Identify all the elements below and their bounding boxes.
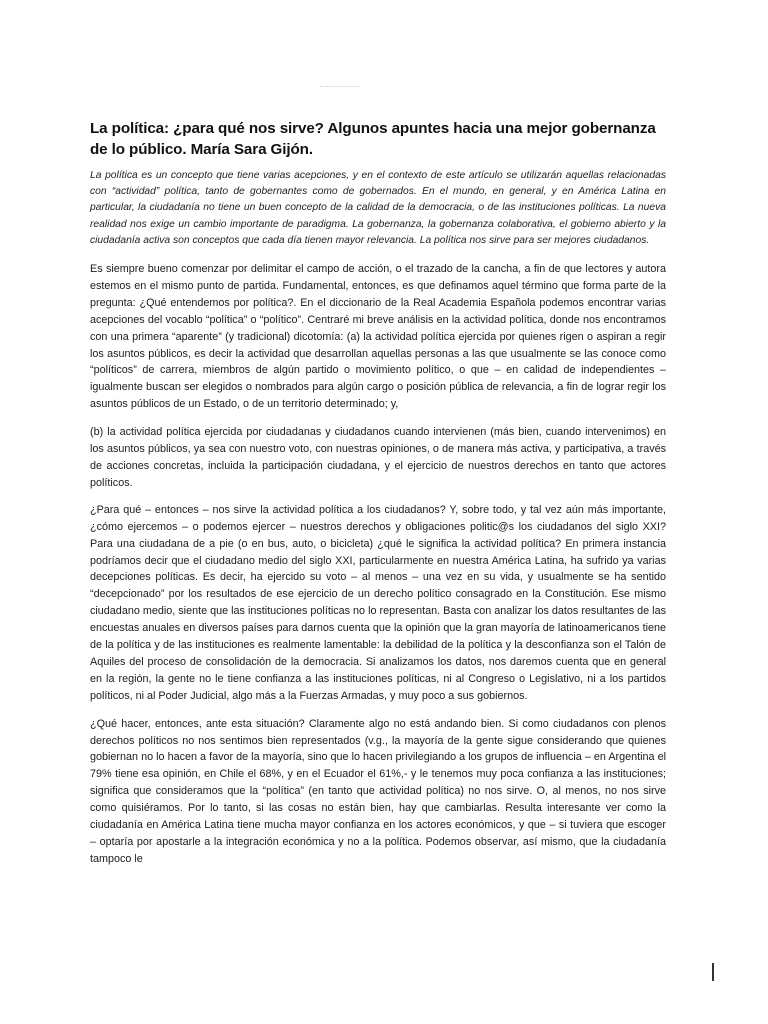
body-paragraph-2: (b) la actividad política ejercida por ciudadanas y ciudadanos cuando intervienen (más bien, cuando intervenimos) en los asuntos públicos, ya sea con nuestro voto, con nuestras opiniones, o de manera más activa, y participativa, a través de acciones concretas, incluida la participación ciudadana, y el ejercicio de nuestros derechos en tanto que actores políticos. [90,426,666,489]
article-abstract: La política es un concepto que tiene varias acepciones, y en el contexto de este artículo se utilizarán aquellas relacionadas con “actividad” política, tanto de gobernantes como de gobernados. En el mundo, en general, y en América Latina en particular, la ciudadanía no tiene un buen concepto de la calidad de la democracia, o de las instituciones políticas. La nueva realidad nos exige un cambio importante de paradigma. La gobernanza, la gobernanza colaborativa, el gobierno abierto y la ciudadanía activa son conceptos que cada día tienen mayor relevancia. La política nos sirve para ser mejores ciudadanos. [90,170,666,246]
article-title: La política: ¿para qué nos sirve? Algunos apuntes hacia una mejor gobernanza de lo público. María Sara Gijón. [90,120,656,158]
body-paragraph-3: ¿Para qué – entonces – nos sirve la actividad política a los ciudadanos? Y, sobre todo, y tal vez aún más importante, ¿cómo ejercemos – o podemos ejercer – nuestros derechos y obligaciones politic@s los ciudadanos del siglo XXI? Para una ciudadana de a pie (o en bus, auto, o bicicleta) ¿qué le significa la actividad política? En primera instancia podríamos decir que el ciudadano medio del siglo XXI, particularmente en nuestra América Latina, ha sufrido ya varias decepciones políticas. Es decir, ha ejercido su voto – al menos – una vez en su vida, y usualmente se ha sentido “decepcionado” por los resultados de ese ejercicio de un derecho político consagrado en la Constitución. Ese mismo ciudadano medio, siente que las instituciones políticas no lo representan. Basta con analizar los datos resultantes de las encuestas anuales en diversos países para darnos cuenta que la opinión que la gran mayoría de latinoamericanos tiene de la política y de las instituciones es realmente lamentable: la debilidad de la política y la desconfianza son el Talón de Aquiles del proceso de consolidación de la democracia. Si analizamos los datos, nos daremos cuenta que en general en la región, la gente no le tiene confianza a las instituciones políticas, ni al Congreso o Legislativo, ni a los partidos políticos, ni al Poder Judicial, algo más a la Fuerzas Armadas, y muy poco a sus gobiernos. [90,503,666,702]
body-paragraph-1: Es siempre bueno comenzar por delimitar el campo de acción, o el trazado de la cancha, a fin de que lectores y autora estemos en el mismo punto de partida. Fundamental, entonces, es que definamos aquel término que forma parte de la pregunta: ¿Qué entendemos por política?. En el diccionario de la Real Academia Española podemos encontrar varias acepciones del vocablo “política” o “político”. Centraré mi breve análisis en la actividad política, donde nos encontramos con una primera “aparente” (y tradicional) dicotomía: (a) la actividad política ejercida por quienes rigen o aspiran a regir los asuntos públicos, es decir la actividad que desarrollan aquellas personas a las que usualmente se las conoce como “políticos” de carrera, miembros de algún partido o movimiento político, o que – en calidad de independientes – igualmente buscan ser elegidos o nombrados para algún cargo o posición pública de relevancia, a fin de lograr regir los asuntos públicos de un Estado, o de un territorio determinado; y, [90,263,666,411]
body-paragraph-4: ¿Qué hacer, entonces, ante esta situación? Claramente algo no está andando bien. Si como ciudadanos con plenos derechos políticos no nos sentimos bien representados (v.g., la mayoría de la gente sigue considerando que quienes gobiernan no lo hacen a favor de la mayoría, sino que lo hacen privilegiando a los grupos de influencia – en Argentina el 79% tiene esa opinión, en Chile el 68%, y en el Ecuador el 61%,- y le tenemos muy poca confianza a las instituciones; significa que consideramos que la “política” (en tanto que actividad política) no nos sirve. O, al menos, no nos sirve como quisiéramos. Por lo tanto, si las cosas no están bien, hay que cambiarlas. Resulta interesante ver como la ciudadanía en América Latina tiene mucha mayor confianza en los actores económicos, y que – si tuviera que escoger – optaría por apostarle a la integración económica y no a la política. Podemos observar, así mismo, que la ciudadanía tampoco le [90,717,666,865]
scan-artifact [320,86,360,89]
document-page [90,118,666,868]
page-edge-mark [712,963,714,981]
